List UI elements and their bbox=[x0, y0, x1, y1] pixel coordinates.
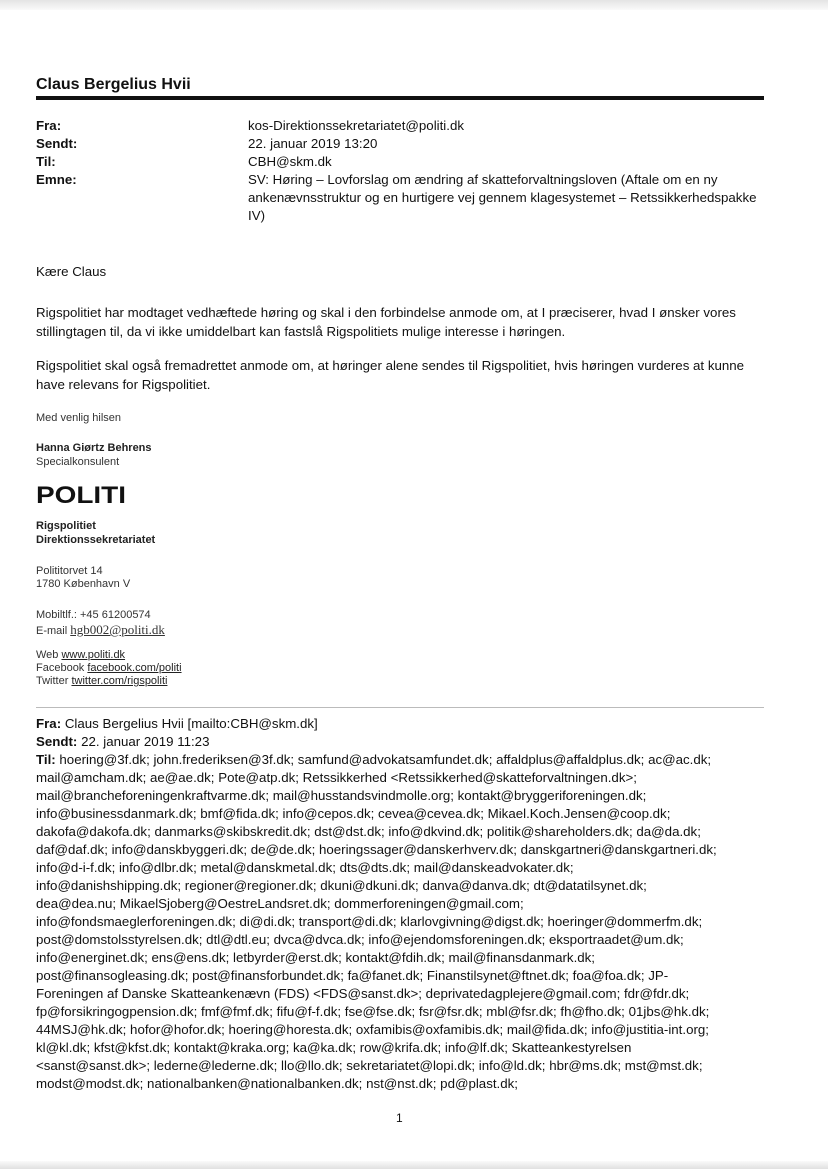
email-line bbox=[36, 623, 165, 638]
to-value: CBH@skm.dk bbox=[248, 154, 332, 169]
recipient-line: post@domstolsstyrelsen.dk; dtl@dtl.eu; dvca@dvca.dk; info@ejendomsforeningen.dk; eksportraadet@um.dk; bbox=[36, 932, 684, 947]
forward-sent-label: Sendt: bbox=[36, 734, 78, 749]
twitter-link[interactable]: twitter.com/rigspoliti bbox=[71, 675, 168, 687]
facebook-link[interactable]: facebook.com/politi bbox=[87, 662, 182, 674]
forward-from-value: Claus Bergelius Hvii [mailto:CBH@skm.dk] bbox=[64, 716, 318, 731]
recipient-line: fp@forsikringogpension.dk; fmf@fmf.dk; fifu@f-f.dk; fse@fse.dk; fsr@fsr.dk; mbl@fsr.dk; fh@fho.dk; 01jbs@hk.dk; bbox=[36, 1004, 710, 1019]
forward-recipients bbox=[36, 751, 766, 1093]
recipient-line: Foreningen af Danske Skatteankenævn (FDS) <FDS@sanst.dk>; deprivatedagplejere@gmail.com; fdr@fdr.dk; bbox=[36, 986, 690, 1001]
web-link[interactable]: www.politi.dk bbox=[61, 649, 126, 661]
facebook-label: Facebook bbox=[36, 662, 85, 674]
recipient-line: 44MSJ@hk.dk; hofor@hofor.dk; hoering@horesta.dk; oxfamibis@oxfamibis.dk; mail@fida.dk; info@justitia-int.org; bbox=[36, 1022, 709, 1037]
body-paragraph-1: Rigspolitiet har modtaget vedhæftede høring og skal i den forbindelse anmode om, at I præciserer, hvad I ønsker vores stillingtagen til, da vi ikke umiddelbart kan fastslå Rigspolitiets mulige interesse i høringen. bbox=[36, 305, 736, 339]
recipient-line: info@energinet.dk; ens@ens.dk; letbyrder@erst.dk; kontakt@fdih.dk; mail@finansdanmark.dk; bbox=[36, 950, 595, 965]
forward-to-label: Til: bbox=[36, 752, 56, 767]
forward-sent-line bbox=[36, 733, 766, 751]
email-label: E-mail bbox=[36, 625, 68, 637]
address-city: 1780 København V bbox=[36, 578, 131, 590]
recipient-line: daf@daf.dk; info@danskbyggeri.dk; de@de.dk; hoeringssager@danskerhverv.dk; danskgartneri@danskgartneri.dk; bbox=[36, 842, 717, 857]
recipient-line: mail@brancheforeningenkraftvarme.dk; mail@husstandsvindmolle.org; kontakt@bryggeriforeningen.dk; bbox=[36, 788, 647, 803]
signature-name: Hanna Giørtz Behrens bbox=[36, 442, 152, 454]
twitter-label: Twitter bbox=[36, 675, 69, 687]
forward-sent-value: 22. januar 2019 11:23 bbox=[81, 734, 210, 749]
org-name: Rigspolitiet bbox=[36, 520, 96, 532]
twitter-line bbox=[36, 675, 167, 688]
signature-title: Specialkonsulent bbox=[36, 456, 120, 468]
sent-label: Sendt: bbox=[36, 136, 78, 151]
subject-value: SV: Høring – Lovforslag om ændring af skatteforvaltningsloven (Aftale om en ny ankenævnsstruktur og en hurtigere vej gennem klagesystemet – Retssikkerhedspakke IV) bbox=[248, 172, 757, 223]
web-label: Web bbox=[36, 649, 59, 661]
sent-value: 22. januar 2019 13:20 bbox=[248, 136, 378, 151]
politi-logo bbox=[36, 482, 128, 506]
scan-bottom-edge bbox=[0, 1161, 828, 1169]
facebook-line bbox=[36, 662, 182, 675]
org-unit: Direktionssekretariatet bbox=[36, 534, 156, 546]
recipient-line: Til: hoering@3f.dk; john.frederiksen@3f.dk; samfund@advokatsamfundet.dk; affaldplus@affaldplus.dk; ac@ac.dk; bbox=[36, 752, 712, 767]
body-paragraph-2: Rigspolitiet skal også fremadrettet anmode om, at høringer alene sendes til Rigspolitiet, hvis høringen vurderes at kunne have relevans for Rigspolitiet. bbox=[36, 358, 745, 392]
email-link[interactable]: hgb002@politi.dk bbox=[70, 622, 165, 637]
recipient-line: info@danishshipping.dk; regioner@regioner.dk; dkuni@dkuni.dk; danva@danva.dk; dt@datatilsynet.dk; bbox=[36, 878, 647, 893]
from-value: kos-Direktionssekretariatet@politi.dk bbox=[248, 118, 464, 133]
recipient-line: info@businessdanmark.dk; bmf@fida.dk; info@cepos.dk; cevea@cevea.dk; Mikael.Koch.Jensen@coop.dk; bbox=[36, 806, 671, 821]
phone-number: Mobiltlf.: +45 61200574 bbox=[36, 609, 151, 621]
subject-label: Emne: bbox=[36, 172, 77, 187]
greeting: Kære Claus bbox=[36, 264, 107, 279]
forward-divider bbox=[36, 707, 764, 708]
recipient-line: dea@dea.nu; MikaelSjoberg@OestreLandsret.dk; dommerforeningen@gmail.com; bbox=[36, 896, 524, 911]
recipient-line: modst@modst.dk; nationalbanken@nationalbanken.dk; nst@nst.dk; pd@plast.dk; bbox=[36, 1076, 518, 1091]
recipient-line: <sanst@sanst.dk>; lederne@lederne.dk; llo@llo.dk; sekretariatet@lopi.dk; info@ld.dk; hbr@ms.dk; mst@mst.dk; bbox=[36, 1058, 703, 1073]
recipient-line: kl@kl.dk; kfst@kfst.dk; kontakt@kraka.org; ka@ka.dk; row@krifa.dk; info@lf.dk; Skatteankestyrelsen bbox=[36, 1040, 632, 1055]
scan-top-edge bbox=[0, 0, 828, 10]
to-label: Til: bbox=[36, 154, 56, 169]
recipient-line: info@d-i-f.dk; info@dlbr.dk; metal@danskmetal.dk; dts@dts.dk; mail@danskeadvokater.dk; bbox=[36, 860, 574, 875]
forward-from-label: Fra: bbox=[36, 716, 62, 731]
recipient-line: dakofa@dakofa.dk; danmarks@skibskredit.dk; dst@dst.dk; info@dkvind.dk; politik@shareholders.dk; da@da.dk; bbox=[36, 824, 701, 839]
recipient-line: mail@amcham.dk; ae@ae.dk; Pote@atp.dk; Retssikkerhed <Retssikkerhed@skatteforvaltningen.dk>; bbox=[36, 770, 637, 785]
page-number: 1 bbox=[396, 1111, 403, 1125]
address-street: Polititorvet 14 bbox=[36, 565, 103, 577]
signature-closing: Med venlig hilsen bbox=[36, 412, 121, 424]
recipient-line: post@finansogleasing.dk; post@finansforbundet.dk; fa@fanet.dk; Finanstilsynet@ftnet.dk; foa@foa.dk; JP- bbox=[36, 968, 669, 983]
politi-logo-text: POLITI bbox=[36, 482, 126, 506]
sender-name-heading: Claus Bergelius Hvii bbox=[36, 76, 191, 93]
forward-from-line bbox=[36, 715, 766, 733]
recipient-line: info@fondsmaeglerforeningen.dk; di@di.dk; transport@di.dk; klarlovgivning@digst.dk; hoeringer@dommerfm.dk; bbox=[36, 914, 703, 929]
header-rule bbox=[36, 96, 764, 100]
from-label: Fra: bbox=[36, 118, 62, 133]
web-line bbox=[36, 649, 125, 662]
